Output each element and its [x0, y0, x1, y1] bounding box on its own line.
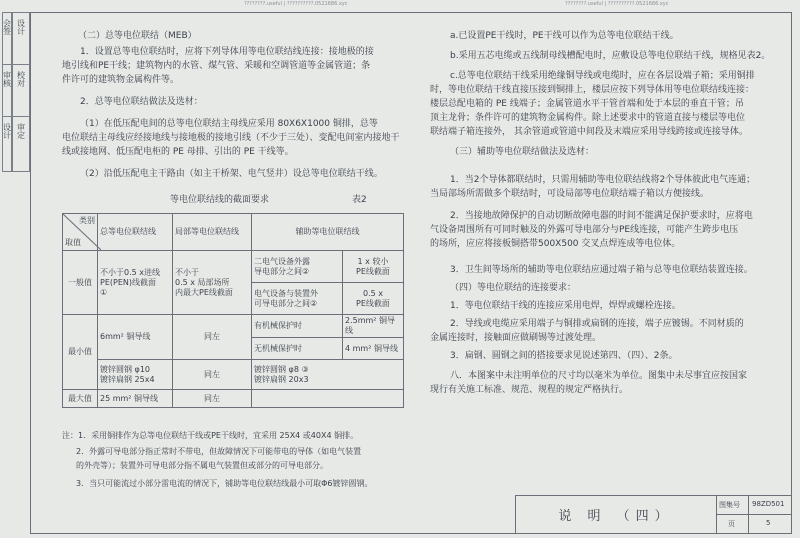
cross-section-table — [62, 213, 404, 408]
cell-line: PE线截面 — [356, 266, 390, 276]
para-1-line-3: 件许可的建筑物金属构件等。 — [62, 75, 180, 85]
right-item-c-line-3: 楼层总配电箱的 PE 线端子；金属管道水平干管首端和处于本层的垂直干管；吊 — [430, 99, 744, 109]
atlas-number-value: 98ZD501 — [752, 500, 785, 508]
right-r7-line-2: 现行有关施工标准、规范、规程的规定严格执行。 — [430, 385, 629, 395]
para-2-line-1: （1）在低压配电间的总等电位联结主母线应采用 80X6X1000 铜排，总等 — [80, 119, 378, 129]
watermark-left: ????????.useful | ??????????.0521686.xyc — [244, 1, 348, 7]
note-2: 2．外露可导电部分指正常时不带电，但故障情况下可能带电的导体（如电气装置 — [76, 447, 362, 456]
watermark-right: ????????.useful | ??????????.0521686.xyc — [565, 1, 669, 7]
right-r4: 1．等电位联结干线的连接应采用电焊，焊焊或螺栓连接。 — [450, 301, 681, 311]
side-col-2 — [12, 12, 30, 172]
right-item-c-line-5: 联结端子箱连接外， 其余管道或管道中间段及末端应采用导线跨接或连接导体。 — [430, 127, 748, 137]
cell-general-local — [173, 251, 252, 315]
page-number: 5 — [766, 519, 771, 527]
right-r1-line-1: 1．当2个导体都联结时，只需用辅助等电位联结线将2个导体彼此电气连通； — [450, 175, 756, 185]
cell-line: 1 x 较小 — [357, 256, 389, 266]
cell-general-main — [98, 251, 173, 315]
col-header-supplementary: 辅助等电位联结线 — [252, 214, 404, 251]
cell-steel-local: 同左 — [173, 360, 252, 390]
cell-min-supp-b-value: 4 mm² 铜导线 — [343, 338, 404, 360]
cell-min-local: 同左 — [173, 315, 252, 360]
para-2-line-3: 线或接地网、低压配电柜的 PE 母排、引出的 PE 干线等。 — [62, 147, 294, 157]
side-label: 审定 — [16, 123, 26, 139]
right-r2-line-3: 的场所，应应将接板铜搭带500X500 交叉点焊连成等电位体。 — [430, 239, 681, 249]
para-1-line-2: 地引线和PE干线；建筑物内的水管、煤气管、采暖和空调管道等金属管道；条 — [62, 61, 371, 71]
cell-line: 0.5 x — [363, 288, 383, 298]
para-1-line-1: 1．设置总等电位联结时，应将下列导体用等电位联结线连接：接地极的接 — [80, 47, 374, 57]
right-r1-line-2: 当局部场所需做多个联结时，可设局部等电位联结端子箱以方便接线。 — [430, 189, 710, 199]
cell-line: 不小于 — [175, 267, 199, 277]
cell-min-main: 6mm² 铜导线 — [98, 315, 173, 360]
cell-line: 电气设备与装置外 — [254, 288, 318, 298]
note-3: 3．当只可能流过小部分雷电流的情况下，铺助等电位联结线最小可取Φ6镀锌圆钢。 — [76, 479, 373, 488]
side-label: 会签 — [2, 19, 12, 35]
cell-general-supp-b — [252, 283, 343, 315]
table-title: 等电位联结线的截面要求 — [170, 195, 270, 205]
cell-line: PE线截面 — [356, 298, 390, 308]
title-block — [515, 495, 792, 534]
cell-line: 0.5 x 局部场所 — [175, 277, 230, 287]
heading-supplementary: （三）辅助等电位联结做法及选材： — [450, 147, 595, 157]
corner-top-label: 类别 — [79, 216, 95, 225]
note-1: 注：1．采用铜排作为总等电位联结干线或PE干线时，宜采用 25X4 或40X4 铜排。 — [62, 431, 359, 440]
cell-general-supp-a — [252, 251, 343, 283]
col-header-main: 总等电位联结线 — [98, 214, 173, 251]
cell-line: 二电气设备外露 — [254, 256, 310, 266]
cell-line: 镀锌扁钢 20x3 — [254, 374, 309, 384]
side-label: 设计 — [16, 19, 26, 35]
cell-general-supp-a-value — [343, 251, 404, 283]
right-r5-line-1: 2．导线或电缆应采用端子与铜排或扁钢的连接，端子应镀锡。不同材质的 — [450, 319, 744, 329]
side-label: 设计 — [2, 123, 12, 139]
heading-connection: （四）等电位联结的连接要求： — [450, 283, 577, 293]
right-r6: 3．扁钢、圆钢之间的搭接要求见说述第四、（四）、2条。 — [450, 351, 678, 361]
side-label: 审核 — [2, 71, 12, 87]
cell-steel-main — [98, 360, 173, 390]
cell-line: 不小于0.5 x进线 — [100, 267, 160, 277]
table-corner-cell — [63, 214, 97, 250]
row-header-max: 最大值 — [63, 390, 98, 408]
row-header-general: 一般值 — [63, 251, 98, 315]
side-label: 校对 — [16, 71, 26, 87]
cell-line: 内最大PE线截面 — [175, 287, 233, 297]
table-number: 表2 — [352, 195, 367, 205]
side-col-1 — [2, 12, 12, 172]
right-item-c-line-4: 顶主龙骨；条件许可的建筑物金属构件。除上述要求中的管道直接与楼层等电位 — [430, 113, 746, 123]
right-r3: 3．卫生间等场所的辅助等电位联结应通过端子箱与总等电位联结装置连接。 — [450, 265, 753, 275]
right-r5-line-2: 金属连接时，接触面应做刷锡等过渡处理。 — [430, 333, 602, 343]
cell-line: 镀锌扁钢 25x4 — [100, 374, 155, 384]
cell-max-main: 25 mm² 铜导线 — [98, 390, 173, 408]
page-label: 页 — [728, 520, 735, 528]
cell-line: 可导电部分之间② — [254, 298, 318, 308]
row-header-min: 最小值 — [63, 315, 98, 390]
right-item-a: a.已设置PE干线时，PE干线可以作为总等电位联结干线。 — [450, 31, 679, 41]
cell-min-supp-a-value: 2.5mm² 铜导线 — [343, 315, 404, 338]
cell-general-supp-b-value — [343, 283, 404, 315]
heading-meb-method: 2．总等电位联结做法及选材： — [80, 97, 203, 107]
heading-meb: （二）总等电位联结（MEB） — [78, 31, 197, 41]
drawing-title: 说 明 （四） — [516, 496, 717, 533]
cell-line: PE(PEN)线截面 — [100, 277, 156, 287]
para-3: （2）沿低压配电主干路由（如主干桥架、电气竖井）设总等电位联结干线。 — [80, 169, 383, 179]
right-item-b: b.采用五芯电缆或五线制母线槽配电时，应敷设总等电位联结干线，规格见表2。 — [450, 51, 771, 61]
right-r7-line-1: 八．本图案中未注明单位的尺寸均以毫米为单位。图集中未尽事宜应按国家 — [450, 371, 748, 381]
cell-min-supp-a: 有机械保护时 — [252, 315, 343, 338]
right-item-c-line-1: c.总等电位联结干线采用绝缘铜导线或电缆时，应在各层设端子箱；采用铜排 — [450, 71, 755, 81]
atlas-number-label: 图集号 — [719, 501, 740, 509]
cell-max-local: 同左 — [173, 390, 252, 408]
side-signature-strip — [2, 12, 30, 212]
right-r2-line-2: 气设备周围所有可同时触及的外露可导电部分与PE线连接，可能产生跨步电压 — [430, 225, 739, 235]
note-2-cont: 的外壳等）；装置外可导电部分指不属电气装置但或部分的可导电部分。 — [76, 461, 328, 470]
cell-max-supp — [252, 390, 404, 408]
cell-line: ① — [100, 287, 108, 297]
cell-line: 镀锌圆钢 φ10 — [100, 364, 150, 374]
para-2-line-2: 电位联结主母线应经接地线与接地极的接地引线（不少于三处）、变配电间室内接地干 — [62, 133, 400, 143]
col-header-local: 局部等电位联结线 — [173, 214, 252, 251]
corner-bottom-label: 取值 — [65, 238, 81, 247]
right-item-c-line-2: 时，等电位联结干线直接压接到铜排上，楼层应按下列导体用等电位联结线连接： — [430, 85, 755, 95]
cell-min-supp-b: 无机械保护时 — [252, 338, 343, 360]
right-r2-line-1: 2．当接地故障保护的自动切断故障电器的时间不能满足保护要求时，应将电 — [450, 211, 753, 221]
cell-steel-supp — [252, 360, 404, 390]
cell-line: 导电部分之间② — [254, 266, 310, 276]
cell-line: 镀锌圆钢 φ8 ③ — [254, 364, 309, 374]
